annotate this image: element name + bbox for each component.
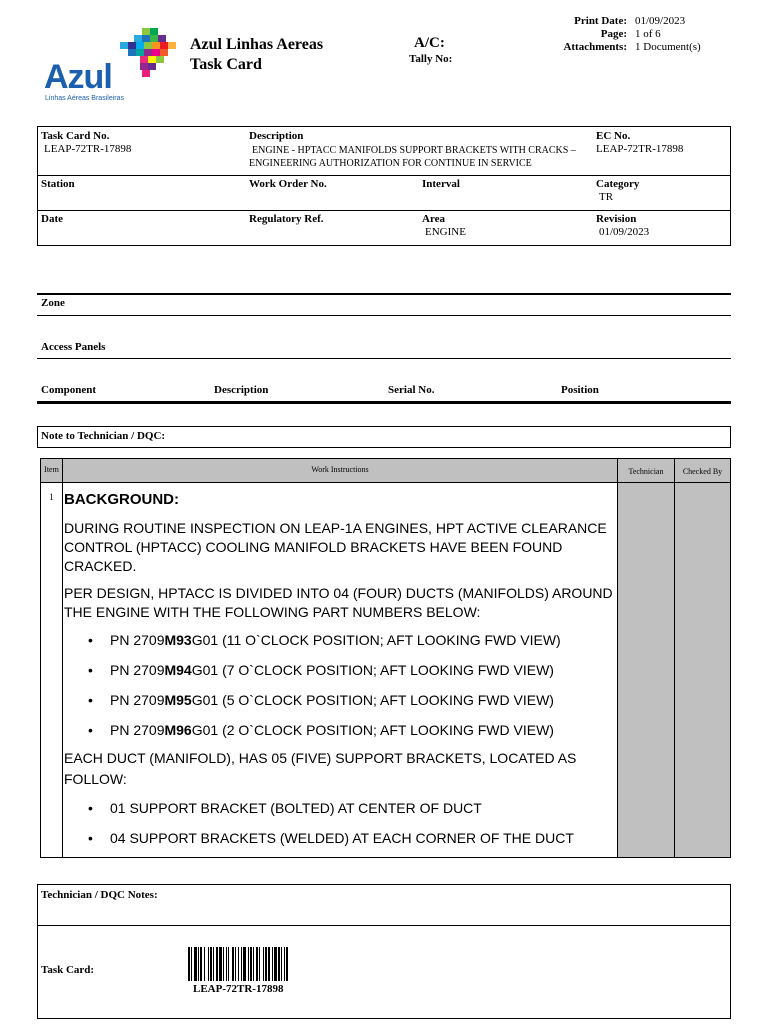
barcode bbox=[188, 947, 382, 981]
pn-code: M95 bbox=[164, 692, 192, 708]
regulatory-label: Regulatory Ref. bbox=[249, 213, 324, 225]
bracket-text: 01 SUPPORT BRACKET (BOLTED) AT CENTER OF DUCT bbox=[110, 800, 482, 816]
attachments-count: 1 Document(s) bbox=[635, 41, 701, 53]
part-number-list bbox=[64, 625, 616, 745]
task-card-footer-label: Task Card: bbox=[41, 964, 95, 976]
pn-code: M93 bbox=[164, 632, 192, 648]
attachments-label: Attachments: bbox=[563, 41, 627, 53]
revision-value: 01/09/2023 bbox=[599, 226, 650, 238]
technician-header: Technician bbox=[628, 467, 664, 476]
technician-notes-label: Technician / DQC Notes: bbox=[41, 889, 158, 901]
list-item bbox=[64, 685, 616, 715]
category-label: Category bbox=[596, 178, 640, 190]
serial-no-header: Serial No. bbox=[388, 384, 435, 396]
brazil-map-icon bbox=[120, 28, 180, 84]
position-header: Position bbox=[561, 384, 599, 396]
ac-label: A/C: bbox=[414, 35, 445, 51]
task-card-no-label: Task Card No. bbox=[41, 130, 110, 142]
bullet-icon: • bbox=[88, 632, 93, 648]
list-item bbox=[64, 715, 616, 745]
pn-prefix: PN 2709 bbox=[110, 662, 165, 678]
task-card-no: LEAP-72TR-17898 bbox=[44, 143, 132, 155]
description-label: Description bbox=[249, 130, 304, 142]
interval-label: Interval bbox=[422, 178, 460, 190]
paragraph-2: PER DESIGN, HPTACC IS DIVIDED INTO 04 (FOUR) DUCTS (MANIFOLDS) AROUND THE ENGINE WITH THE FOLLOWING PART NUMBERS BELOW: bbox=[64, 585, 613, 620]
station-label: Station bbox=[41, 178, 75, 190]
pn-code: M94 bbox=[164, 662, 192, 678]
logo-subtext: Linhas Aéreas Brasileiras bbox=[45, 95, 124, 102]
bullet-icon: • bbox=[88, 662, 93, 678]
list-item bbox=[64, 793, 616, 823]
work-instructions-header: Work Instructions bbox=[311, 465, 369, 474]
pn-prefix: PN 2709 bbox=[110, 692, 165, 708]
print-date-label: Print Date: bbox=[574, 15, 627, 27]
pn-suffix: G01 (7 O`CLOCK POSITION; AFT LOOKING FWD VIEW) bbox=[191, 662, 554, 678]
pn-code: M96 bbox=[164, 722, 192, 738]
access-panels-label: Access Panels bbox=[41, 341, 106, 353]
company-name: Azul Linhas Aereas bbox=[190, 36, 324, 53]
bullet-icon: • bbox=[88, 830, 93, 846]
technician-notes-box bbox=[37, 884, 731, 1019]
pn-suffix: G01 (11 O`CLOCK POSITION; AFT LOOKING FWD VIEW) bbox=[191, 632, 561, 648]
pn-suffix: G01 (5 O`CLOCK POSITION; AFT LOOKING FWD VIEW) bbox=[191, 692, 554, 708]
bullet-icon: • bbox=[88, 800, 93, 816]
barcode-text: LEAP-72TR-17898 bbox=[193, 983, 284, 995]
area-value: ENGINE bbox=[425, 226, 466, 238]
bullet-icon: • bbox=[88, 722, 93, 738]
paragraph-3: EACH DUCT (MANIFOLD), HAS 05 (FIVE) SUPPORT BRACKETS, LOCATED AS FOLLOW: bbox=[64, 750, 577, 787]
description-text: ENGINE - HPTACC MANIFOLDS SUPPORT BRACKETS WITH CRACKS – ENGINEERING AUTHORIZATION FOR CONTINUE IN SERVICE bbox=[249, 145, 576, 169]
component-header: Component bbox=[41, 384, 97, 396]
work-instructions-body bbox=[64, 490, 616, 853]
item-header: Item bbox=[44, 465, 59, 474]
ec-no-label: EC No. bbox=[596, 130, 631, 142]
paragraph-1: DURING ROUTINE INSPECTION ON LEAP-1A ENGINES, HPT ACTIVE CLEARANCE CONTROL (HPTACC) COOLING MANIFOLD BRACKETS HAVE BEEN FOUND CRACKED. bbox=[64, 520, 607, 574]
category-value: TR bbox=[599, 191, 614, 203]
logo-wordmark: Azul bbox=[44, 58, 112, 96]
date-label: Date bbox=[41, 213, 63, 225]
tally-label: Tally No: bbox=[409, 53, 453, 65]
list-item bbox=[64, 655, 616, 685]
bullet-icon: • bbox=[88, 692, 93, 708]
bracket-text: 04 SUPPORT BRACKETS (WELDED) AT EACH CORNER OF THE DUCT bbox=[110, 830, 574, 846]
checked-by-header: Checked By bbox=[682, 467, 723, 476]
pn-suffix: G01 (2 O`CLOCK POSITION; AFT LOOKING FWD VIEW) bbox=[191, 722, 554, 738]
list-item bbox=[64, 823, 616, 853]
area-label: Area bbox=[422, 213, 446, 225]
note-label: Note to Technician / DQC: bbox=[41, 430, 166, 442]
list-item bbox=[64, 625, 616, 655]
component-description-header: Description bbox=[214, 384, 269, 396]
pn-prefix: PN 2709 bbox=[110, 722, 165, 738]
print-date: 01/09/2023 bbox=[635, 15, 686, 27]
azul-logo bbox=[44, 28, 184, 106]
page-number: 1 of 6 bbox=[635, 28, 661, 40]
bracket-list bbox=[64, 793, 616, 853]
pn-prefix: PN 2709 bbox=[110, 632, 165, 648]
ec-no: LEAP-72TR-17898 bbox=[596, 143, 684, 155]
background-title: BACKGROUND: bbox=[64, 491, 179, 508]
zone-label: Zone bbox=[41, 297, 65, 309]
item-number: 1 bbox=[49, 492, 54, 502]
page-label: Page: bbox=[600, 28, 627, 40]
revision-label: Revision bbox=[596, 213, 637, 225]
document-type: Task Card bbox=[190, 56, 262, 73]
work-order-label: Work Order No. bbox=[249, 178, 327, 190]
